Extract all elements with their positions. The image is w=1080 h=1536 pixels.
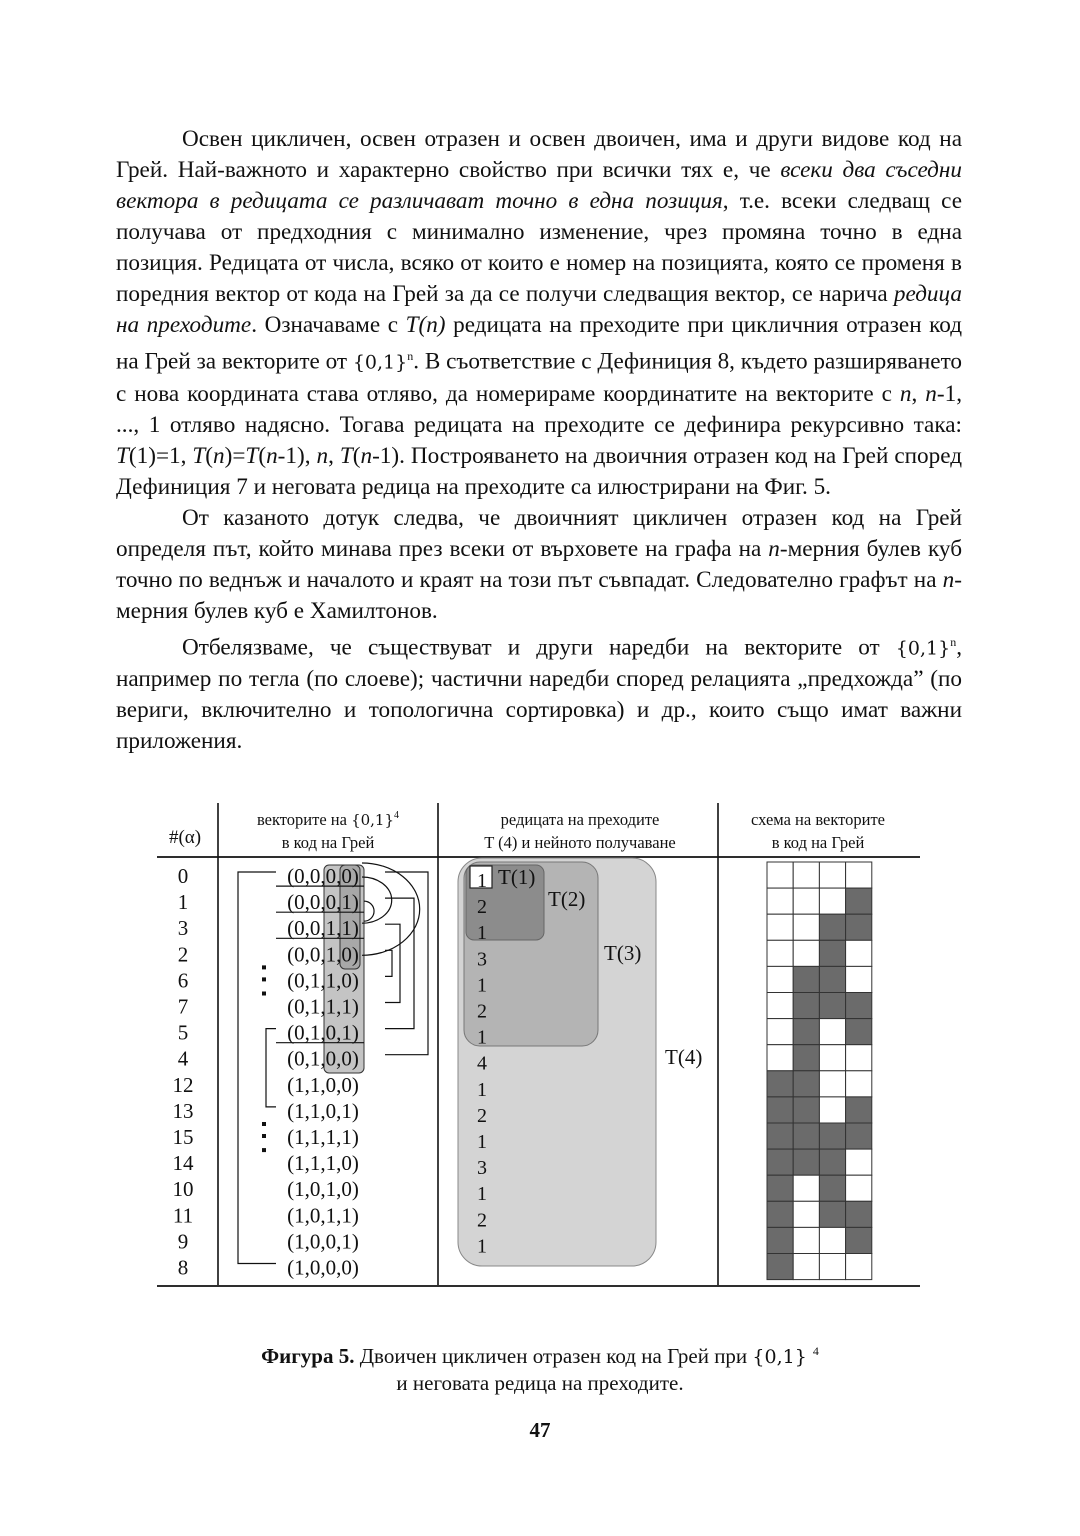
scheme-cell — [793, 1175, 819, 1201]
index-column — [173, 864, 195, 1280]
scheme-cell — [767, 1149, 793, 1175]
text-run: . Означаваме с — [251, 312, 406, 338]
scheme-cell — [767, 888, 793, 914]
scheme-cell — [793, 966, 819, 992]
transition-value: 1 — [477, 1183, 487, 1206]
ellipsis-dot — [262, 1134, 266, 1138]
text-run: n — [213, 442, 225, 469]
transition-value: 2 — [477, 1209, 487, 1232]
vector-value: (1,0,1,0) — [287, 1177, 359, 1202]
index-value: 9 — [177, 1229, 189, 1254]
transition-value: 4 — [477, 1052, 487, 1075]
caption-set: {0,1} — [752, 1346, 807, 1368]
caption-text: Двоичен цикличен отразен код на Грей при — [354, 1344, 753, 1368]
header-transitions-line2: T (4) и нейното получаване — [484, 833, 676, 852]
scheme-cell — [767, 1123, 793, 1149]
vector-value: (0,0,1,1) — [287, 916, 359, 941]
text-run: n — [899, 380, 912, 407]
scheme-cell — [793, 862, 819, 888]
header-transitions-line1: редицата на преходите — [500, 810, 660, 829]
scheme-cell — [819, 1149, 845, 1175]
text-run: , — [328, 442, 340, 469]
vector-value: (0,0,0,0) — [287, 864, 359, 888]
scheme-cell — [767, 862, 793, 888]
scheme-cell — [846, 993, 872, 1019]
scheme-cell — [767, 993, 793, 1019]
text-run: n — [942, 566, 955, 593]
ellipsis-dot — [262, 1122, 266, 1126]
scheme-grid — [767, 862, 872, 1280]
transition-value: 2 — [477, 896, 487, 919]
text-run: , — [911, 380, 926, 407]
text-run: -мерния булев куб е Хамилтонов. — [116, 566, 962, 624]
text-run: Отбелязваме, че съществуват и други наредби на векторите от — [182, 634, 896, 661]
index-value: 0 — [177, 864, 189, 888]
text-run: n — [266, 442, 278, 469]
scheme-cell — [767, 1175, 793, 1201]
caption-label: Фигура 5. — [261, 1344, 355, 1368]
arc-level-1 — [362, 863, 420, 955]
ellipsis-dot — [262, 965, 266, 969]
transition-value: 3 — [477, 948, 487, 971]
scheme-cell — [793, 1123, 819, 1149]
transition-value: 1 — [477, 1131, 487, 1153]
scheme-cell — [767, 940, 793, 966]
index-value: 1 — [177, 890, 189, 915]
text-run: . В съответствие с Дефиниция 8, където разширяването с нова координата става отляво, да номерираме координатите на векторите с — [116, 348, 962, 407]
scheme-cell — [793, 940, 819, 966]
page-number: 47 — [529, 1418, 551, 1442]
text-run: всеки два съседни вектора в редицата се различават точно в една позиция — [116, 157, 962, 214]
text-run: -1), — [277, 442, 317, 469]
t-label: T(1) — [498, 865, 536, 889]
scheme-cell — [819, 940, 845, 966]
text-run: T — [116, 442, 129, 469]
vector-value: (1,0,0,1) — [287, 1229, 359, 1254]
scheme-cell — [767, 1071, 793, 1097]
index-value: 10 — [172, 1177, 194, 1202]
text-run: -1, ..., 1 отляво надясно. Тогава редицата на преходите се дефинира рекурсивно така: — [116, 380, 963, 438]
figure-caption-line2: и неговата редица на преходите. — [396, 1371, 684, 1395]
scheme-cell — [767, 1097, 793, 1123]
scheme-cell — [819, 1123, 845, 1149]
index-value: 13 — [172, 1098, 194, 1123]
scheme-cell — [767, 1227, 793, 1253]
scheme-cell — [846, 1123, 872, 1149]
index-value: 5 — [177, 1020, 189, 1045]
index-value: 7 — [177, 994, 189, 1019]
scheme-cell — [793, 993, 819, 1019]
transition-value: 3 — [477, 1157, 487, 1180]
text-run: {0,1} — [352, 351, 408, 374]
superscript: n — [407, 349, 414, 363]
scheme-cell — [767, 1201, 793, 1227]
text-run: n — [925, 380, 937, 407]
transition-value: 1 — [477, 922, 487, 945]
text-run: , т.е. всеки следващ се получава от предходния с минимално изменение, чрез промяна точно в една позиция. Редицата от числа, всяко от които е номер на позицията, която се променя в поредния вектор от кода на Грей за да се получи следващия вектор, се нарича — [116, 188, 962, 307]
text-run: T — [245, 442, 259, 469]
transition-value: 1 — [477, 1078, 487, 1101]
transition-value: 2 — [477, 1104, 487, 1127]
scheme-cell — [793, 1045, 819, 1071]
scheme-cell — [819, 1045, 845, 1071]
index-value: 14 — [172, 1151, 194, 1176]
scheme-cell — [819, 888, 845, 914]
t-label: T(2) — [548, 887, 586, 911]
scheme-cell — [819, 1019, 845, 1045]
scheme-cell — [846, 940, 872, 966]
text-run: n — [768, 535, 780, 562]
scheme-cell — [793, 1254, 819, 1280]
text-run: T — [339, 442, 353, 469]
text-run: )= — [224, 442, 246, 469]
scheme-cell — [846, 1149, 872, 1175]
scheme-cell — [819, 1071, 845, 1097]
scheme-cell — [793, 1071, 819, 1097]
transition-value: 1 — [477, 1026, 487, 1049]
scheme-cell — [846, 914, 872, 940]
text-run: n — [316, 442, 329, 469]
superscript: n — [950, 634, 957, 649]
scheme-cell — [793, 1019, 819, 1045]
text-run: n — [360, 442, 373, 469]
t-label: T(3) — [604, 941, 642, 965]
scheme-cell — [819, 1227, 845, 1253]
vector-value: (0,1,1,0) — [287, 968, 359, 993]
transition-value: 1 — [477, 870, 487, 892]
arc-level-1c — [364, 901, 374, 921]
scheme-cell — [767, 1254, 793, 1280]
scheme-cell — [793, 1227, 819, 1253]
scheme-cell — [767, 1019, 793, 1045]
text-run: ( — [205, 442, 214, 469]
text-run: T(n) — [405, 312, 446, 338]
header-vectors-line1: векторите на $\{0,1\}^4$ — [256, 810, 400, 829]
text-run: -мерния булев куб точно по веднъж и началото и краят на този път съвпадат. Следователно графът на — [116, 535, 962, 593]
transition-value: 1 — [477, 1235, 487, 1258]
index-value: 2 — [177, 942, 189, 967]
ellipsis-dot — [262, 1148, 266, 1152]
bracket-right-level-2b — [385, 950, 392, 976]
text-run: , например по тегла (по слоеве); частични наредби според релацията „предхожда” (по вериги, включително и топологична сортировка) и др., които също имат важни приложения. — [116, 634, 962, 755]
scheme-cell — [846, 1045, 872, 1071]
scheme-cell — [819, 1097, 845, 1123]
text-run: От казаното дотук следва, че двоичният цикличен отразен код на Грей определя път, който минава през всеки от върховете на графа на — [116, 504, 962, 562]
scheme-cell — [846, 1097, 872, 1123]
vector-value: (0,1,0,1) — [287, 1020, 359, 1045]
scheme-cell — [819, 1201, 845, 1227]
t-boxes — [458, 858, 702, 1266]
text-run: T — [192, 442, 206, 469]
scheme-cell — [819, 914, 845, 940]
vector-value: (1,1,1,0) — [287, 1151, 359, 1176]
header-vectors-line2: в код на Грей — [281, 833, 375, 852]
scheme-cell — [819, 862, 845, 888]
text-run: ( — [352, 442, 361, 469]
scheme-cell — [793, 914, 819, 940]
vector-value: (0,1,0,0) — [287, 1046, 359, 1071]
transition-value: 2 — [477, 1000, 487, 1023]
scheme-cell — [767, 1045, 793, 1071]
scheme-cell — [846, 966, 872, 992]
vector-value: (1,0,0,0) — [287, 1255, 359, 1280]
t-label: T(4) — [665, 1045, 703, 1069]
ellipsis-dot — [262, 977, 266, 981]
text-run: редица на преходите — [116, 281, 962, 338]
text-run: (1)=1, — [128, 442, 193, 469]
scheme-cell — [819, 993, 845, 1019]
transition-value: 1 — [477, 974, 487, 997]
index-value: 8 — [177, 1255, 189, 1280]
scheme-cell — [846, 1201, 872, 1227]
transition-column — [477, 870, 487, 1257]
vector-value: (0,1,1,1) — [287, 994, 359, 1019]
header-scheme-line1: схема на векторите — [751, 810, 885, 829]
scheme-cell — [793, 1097, 819, 1123]
index-value: 12 — [172, 1072, 194, 1097]
index-value: 3 — [177, 916, 189, 941]
scheme-cell — [819, 1254, 845, 1280]
scheme-cell — [846, 1019, 872, 1045]
text-run: ( — [258, 442, 267, 469]
vector-value: (1,1,0,0) — [287, 1072, 359, 1097]
arc-level-1b — [362, 877, 392, 923]
header-scheme-line2: в код на Грей — [771, 833, 865, 852]
scheme-cell — [793, 1201, 819, 1227]
text-run: {0,1} — [895, 637, 951, 660]
vector-value: (1,1,1,1) — [287, 1125, 359, 1149]
index-value: 15 — [172, 1125, 194, 1149]
text-run: -1). Построяването на двоичния отразен код на Грей според Дефиниция 7 и неговата редица на преходите са илюстрирани на Фиг. 5. — [116, 442, 962, 500]
index-value: 4 — [177, 1046, 189, 1071]
scheme-cell — [793, 888, 819, 914]
header-index: #(α) — [168, 827, 202, 848]
text-run: Освен цикличен, освен отразен и освен двоичен, има и други видове код на Грей. Най-важното и характерно свойство при всички тях е, че — [116, 126, 962, 183]
text-run: редицата на преходите при цикличния отразен код на Грей за векторите от — [116, 312, 962, 375]
vector-value: (1,0,1,1) — [287, 1203, 359, 1228]
bracket-level-4 — [238, 872, 276, 1264]
scheme-cell — [846, 1254, 872, 1280]
vector-value: (0,0,0,1) — [287, 890, 359, 915]
scheme-cell — [846, 862, 872, 888]
scheme-cell — [767, 914, 793, 940]
vector-value: (1,1,0,1) — [287, 1098, 359, 1123]
ellipsis-dot — [262, 992, 266, 996]
scheme-cell — [846, 888, 872, 914]
scheme-cell — [846, 1071, 872, 1097]
bracket-level-3-inner — [266, 1029, 276, 1107]
vector-value: (0,0,1,0) — [287, 942, 359, 967]
scheme-cell — [819, 1175, 845, 1201]
scheme-cell — [819, 966, 845, 992]
index-value: 6 — [177, 968, 189, 993]
scheme-cell — [846, 1227, 872, 1253]
scheme-cell — [767, 966, 793, 992]
scheme-cell — [846, 1175, 872, 1201]
index-value: 11 — [172, 1203, 194, 1228]
scheme-cell — [793, 1149, 819, 1175]
caption-sup: 4 — [812, 1344, 819, 1358]
